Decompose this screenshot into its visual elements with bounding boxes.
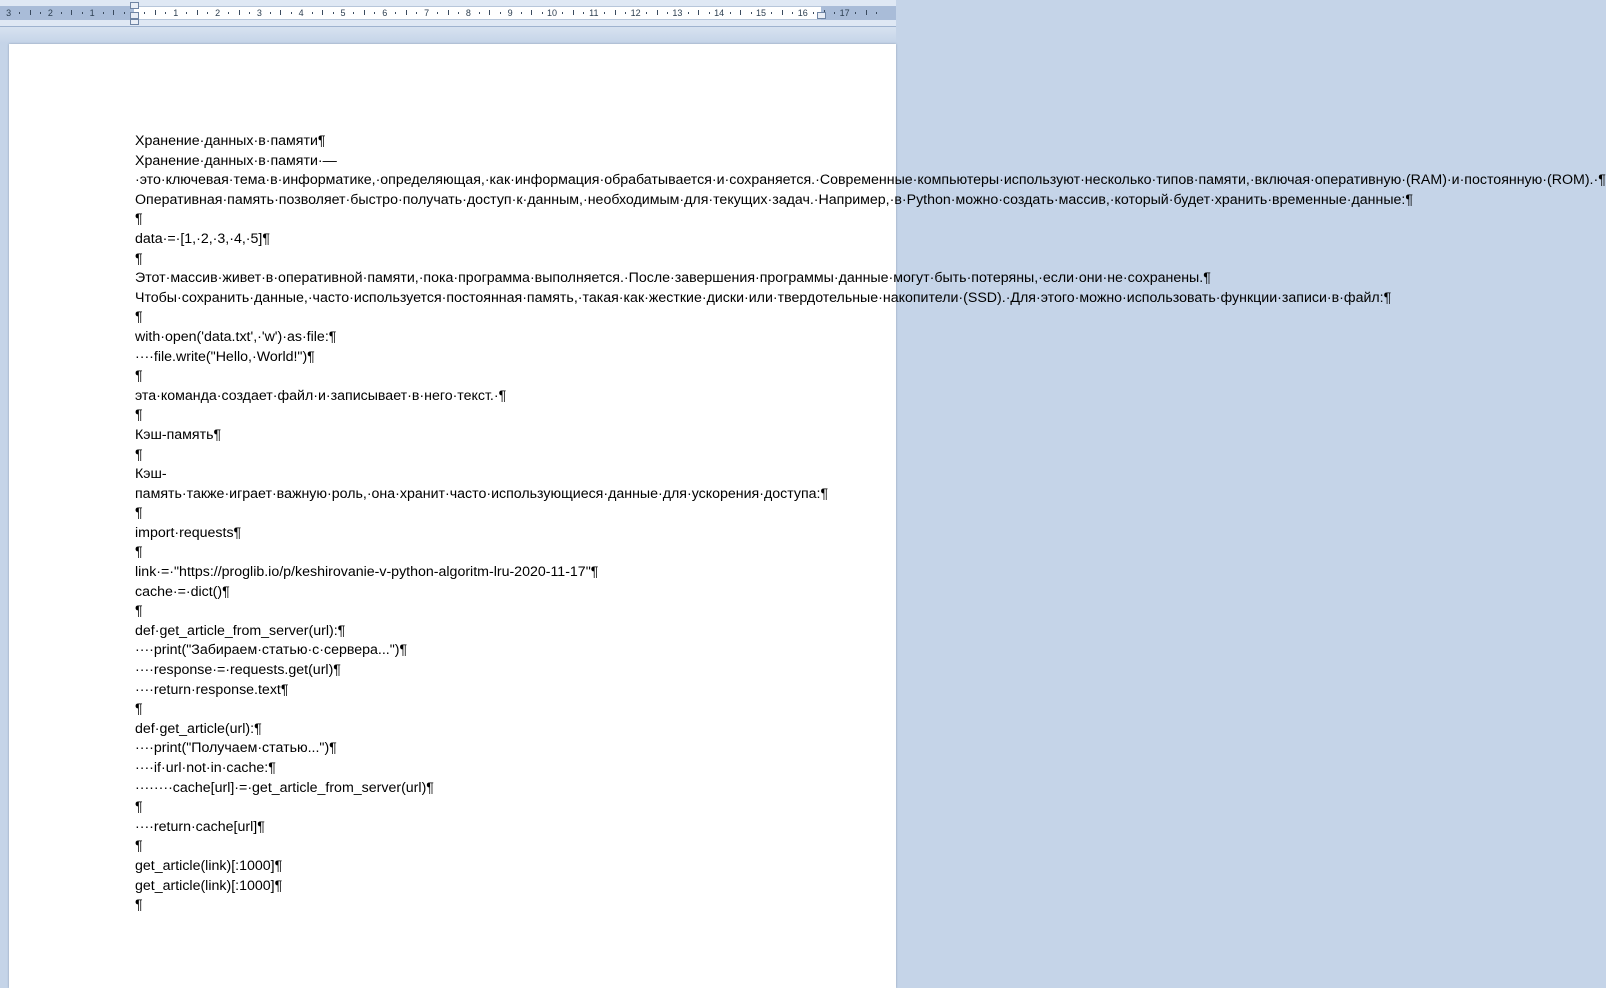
document-paragraph[interactable]: ¶	[135, 211, 143, 228]
document-paragraph[interactable]: def·get_article(url):¶	[135, 720, 262, 737]
ruler-tick	[437, 12, 438, 14]
document-paragraph[interactable]: ¶	[135, 407, 143, 424]
document-paragraph[interactable]: ····if·url·not·in·cache:¶	[135, 760, 276, 776]
ruler-tick	[291, 12, 292, 14]
ruler-tick	[374, 12, 375, 14]
ruler-number: 15	[755, 8, 767, 18]
ruler-tick	[458, 12, 459, 14]
ruler-number: 8	[465, 8, 471, 18]
ruler-number: 9	[507, 8, 513, 18]
document-paragraph[interactable]: Кэш-память·также·играет·важную·роль,·она·хранит·часто·использующиеся·данные·для·ускорения·доступа:¶	[135, 466, 829, 502]
document-background-strip	[0, 27, 896, 43]
document-paragraph[interactable]: ¶	[135, 505, 143, 522]
ruler-tick	[876, 12, 877, 14]
ruler-number: 11	[589, 8, 599, 18]
ruler-tick	[489, 10, 490, 15]
ruler-number: 7	[424, 8, 430, 18]
document-paragraph[interactable]: Хранение·данных·в·памяти¶	[135, 133, 326, 149]
ruler-tick	[395, 12, 396, 14]
ruler-tick	[416, 12, 417, 14]
ruler-tick	[562, 12, 563, 14]
ruler-number: 3	[6, 8, 12, 18]
ruler-tick	[186, 12, 187, 14]
ruler-number: 6	[382, 8, 388, 18]
ruler-tick	[688, 12, 689, 14]
document-paragraph[interactable]: Хранение·данных·в·памяти·—·это·ключевая·тема·в·информатике,·определяющая,·как·информация·обрабатывается·и·сохраняется.·Современные·компьютеры·используют·несколько·типов·памяти,·включая·оперативную·(RAM)·и·постоянную·(ROM).·¶	[135, 152, 1606, 189]
ruler-tick	[479, 12, 480, 14]
ruler-tick	[61, 12, 62, 14]
ruler-tick	[197, 10, 198, 15]
ruler-right-margin	[821, 6, 896, 20]
ruler-tick	[855, 12, 856, 14]
document-paragraph[interactable]: Этот·массив·живет·в·оперативной·памяти,·пока·программа·выполняется.·После·завершения·программы·данные·могут·быть·потеряны,·если·они·не·сохранены.¶	[135, 270, 1211, 287]
ruler-tick	[448, 10, 449, 15]
ruler-tick	[30, 10, 31, 15]
ruler-tick	[19, 12, 20, 14]
document-paragraph[interactable]: ¶	[135, 799, 143, 816]
document-paragraph[interactable]: ····print("Забираем·статью·с·сервера...")¶	[135, 642, 408, 659]
document-paragraph[interactable]: ¶	[135, 897, 143, 914]
document-paragraph[interactable]: Оперативная·память·позволяет·быстро·получать·доступ·к·данным,·необходимым·для·текущих·задач.·Например,·в·Python·можно·создать·массив,·который·будет·хранить·временные·данные:¶	[135, 191, 1413, 208]
ruler-tick	[792, 12, 793, 14]
document-paragraph[interactable]: with·open('data.txt',·'w')·as·file:¶	[135, 328, 337, 345]
ruler-tick	[155, 10, 156, 15]
ruler-number: 1	[89, 8, 95, 18]
document-paragraph[interactable]: ¶	[135, 838, 143, 855]
document-paragraph[interactable]: get_article(link)[:1000]¶	[135, 877, 283, 894]
ruler-tick	[406, 10, 407, 15]
ruler-number: 14	[714, 8, 725, 18]
document-body[interactable]	[135, 132, 1606, 916]
ruler-tick	[40, 12, 41, 14]
ruler-number: 2	[47, 8, 53, 18]
ruler-tick	[280, 10, 281, 15]
document-paragraph[interactable]: ¶	[135, 603, 143, 620]
ruler-tick	[646, 12, 647, 14]
ruler-tick	[144, 12, 145, 14]
ruler-number: 2	[215, 8, 221, 18]
ruler-tick	[866, 10, 867, 15]
document-paragraph[interactable]: ¶	[135, 309, 143, 326]
ruler-tick	[730, 12, 731, 14]
horizontal-ruler[interactable]	[0, 0, 896, 27]
document-paragraph[interactable]: Чтобы·сохранить·данные,·часто·используется·постоянная·память,·такая·как·жесткие·диски·или·твердотельные·накопители·(SSD).·Для·этого·можно·использовать·функции·записи·в·файл:¶	[135, 289, 1392, 306]
ruler-tick	[82, 12, 83, 14]
document-paragraph[interactable]: ····response·=·requests.get(url)¶	[135, 662, 341, 679]
ruler-tick	[782, 10, 783, 15]
ruler-tick	[771, 12, 772, 14]
ruler-tick	[312, 12, 313, 14]
ruler-tick	[657, 10, 658, 15]
ruler-tick	[531, 10, 532, 15]
ruler-tick	[500, 12, 501, 14]
ruler-tick	[615, 10, 616, 15]
document-paragraph[interactable]: def·get_article_from_server(url):¶	[135, 622, 346, 639]
ruler-tick	[124, 12, 125, 14]
ruler-number: 3	[256, 8, 262, 18]
document-paragraph[interactable]: ····file.write("Hello,·World!")¶	[135, 348, 315, 365]
ruler-tick	[521, 12, 522, 14]
right-indent-marker[interactable]	[817, 12, 826, 19]
ruler-tick	[364, 10, 365, 15]
document-paragraph[interactable]: get_article(link)[:1000]¶	[135, 857, 283, 874]
document-paragraph[interactable]: cache·=·dict()¶	[135, 583, 230, 600]
ruler-tick	[103, 12, 104, 14]
ruler-tick	[353, 12, 354, 14]
document-paragraph[interactable]: import·requests¶	[135, 524, 242, 541]
ruler-tick	[228, 12, 229, 14]
hanging-indent-marker[interactable]	[130, 19, 139, 25]
ruler-tick	[239, 10, 240, 15]
document-page[interactable]	[9, 44, 1606, 988]
ruler-tick	[71, 10, 72, 15]
ruler-tick	[249, 12, 250, 14]
ruler-tick	[834, 12, 835, 14]
first-line-indent-marker[interactable]	[130, 2, 139, 9]
document-paragraph[interactable]: ····return·cache[url]¶	[135, 818, 265, 835]
document-paragraph[interactable]: ····return·response.text¶	[135, 681, 289, 698]
ruler-tick	[813, 12, 814, 14]
ruler-tick	[113, 10, 114, 15]
document-paragraph[interactable]: эта·команда·создает·файл·и·записывает·в·него·текст.·¶	[135, 387, 507, 404]
ruler-tick	[333, 12, 334, 14]
ruler-number: 17	[839, 8, 850, 18]
ruler-tick	[740, 10, 741, 15]
ruler-tick	[625, 12, 626, 14]
document-paragraph[interactable]: ····print("Получаем·статью...")¶	[135, 740, 337, 757]
document-paragraph[interactable]: link·=·"https://proglib.io/p/keshirovanie-v-python-algoritm-lru-2020-11-17"¶	[135, 564, 599, 581]
ruler-number: 10	[546, 8, 558, 18]
document-paragraph[interactable]: ¶	[135, 544, 143, 561]
ruler-tick	[751, 12, 752, 14]
document-paragraph[interactable]: ¶	[135, 446, 143, 463]
ruler-tick	[604, 12, 605, 14]
ruler-number: 16	[797, 8, 808, 18]
ruler-tick	[698, 10, 699, 15]
document-paragraph[interactable]: ········cache[url]·=·get_article_from_server(url)¶	[135, 779, 434, 796]
ruler-number: 4	[298, 8, 304, 18]
ruler-tick	[270, 12, 271, 14]
document-paragraph[interactable]: ¶	[135, 368, 143, 385]
ruler-tick	[573, 10, 574, 15]
ruler-number: 12	[630, 8, 641, 18]
ruler-tick	[709, 12, 710, 14]
left-indent-marker[interactable]	[130, 12, 139, 19]
document-paragraph[interactable]: Кэш-память¶	[135, 426, 222, 443]
ruler-number: 13	[672, 8, 683, 18]
document-paragraph[interactable]: ¶	[135, 701, 143, 718]
ruler-tick	[542, 12, 543, 14]
ruler-tick	[165, 12, 166, 14]
ruler-number: 1	[173, 8, 179, 18]
ruler-tick	[583, 12, 584, 14]
ruler-tick	[667, 12, 668, 14]
document-paragraph[interactable]: ¶	[135, 250, 143, 267]
ruler-number: 5	[340, 8, 346, 18]
ruler-tick	[322, 10, 323, 15]
ruler-tick	[207, 12, 208, 14]
document-paragraph[interactable]: data·=·[1,·2,·3,·4,·5]¶	[135, 230, 270, 247]
